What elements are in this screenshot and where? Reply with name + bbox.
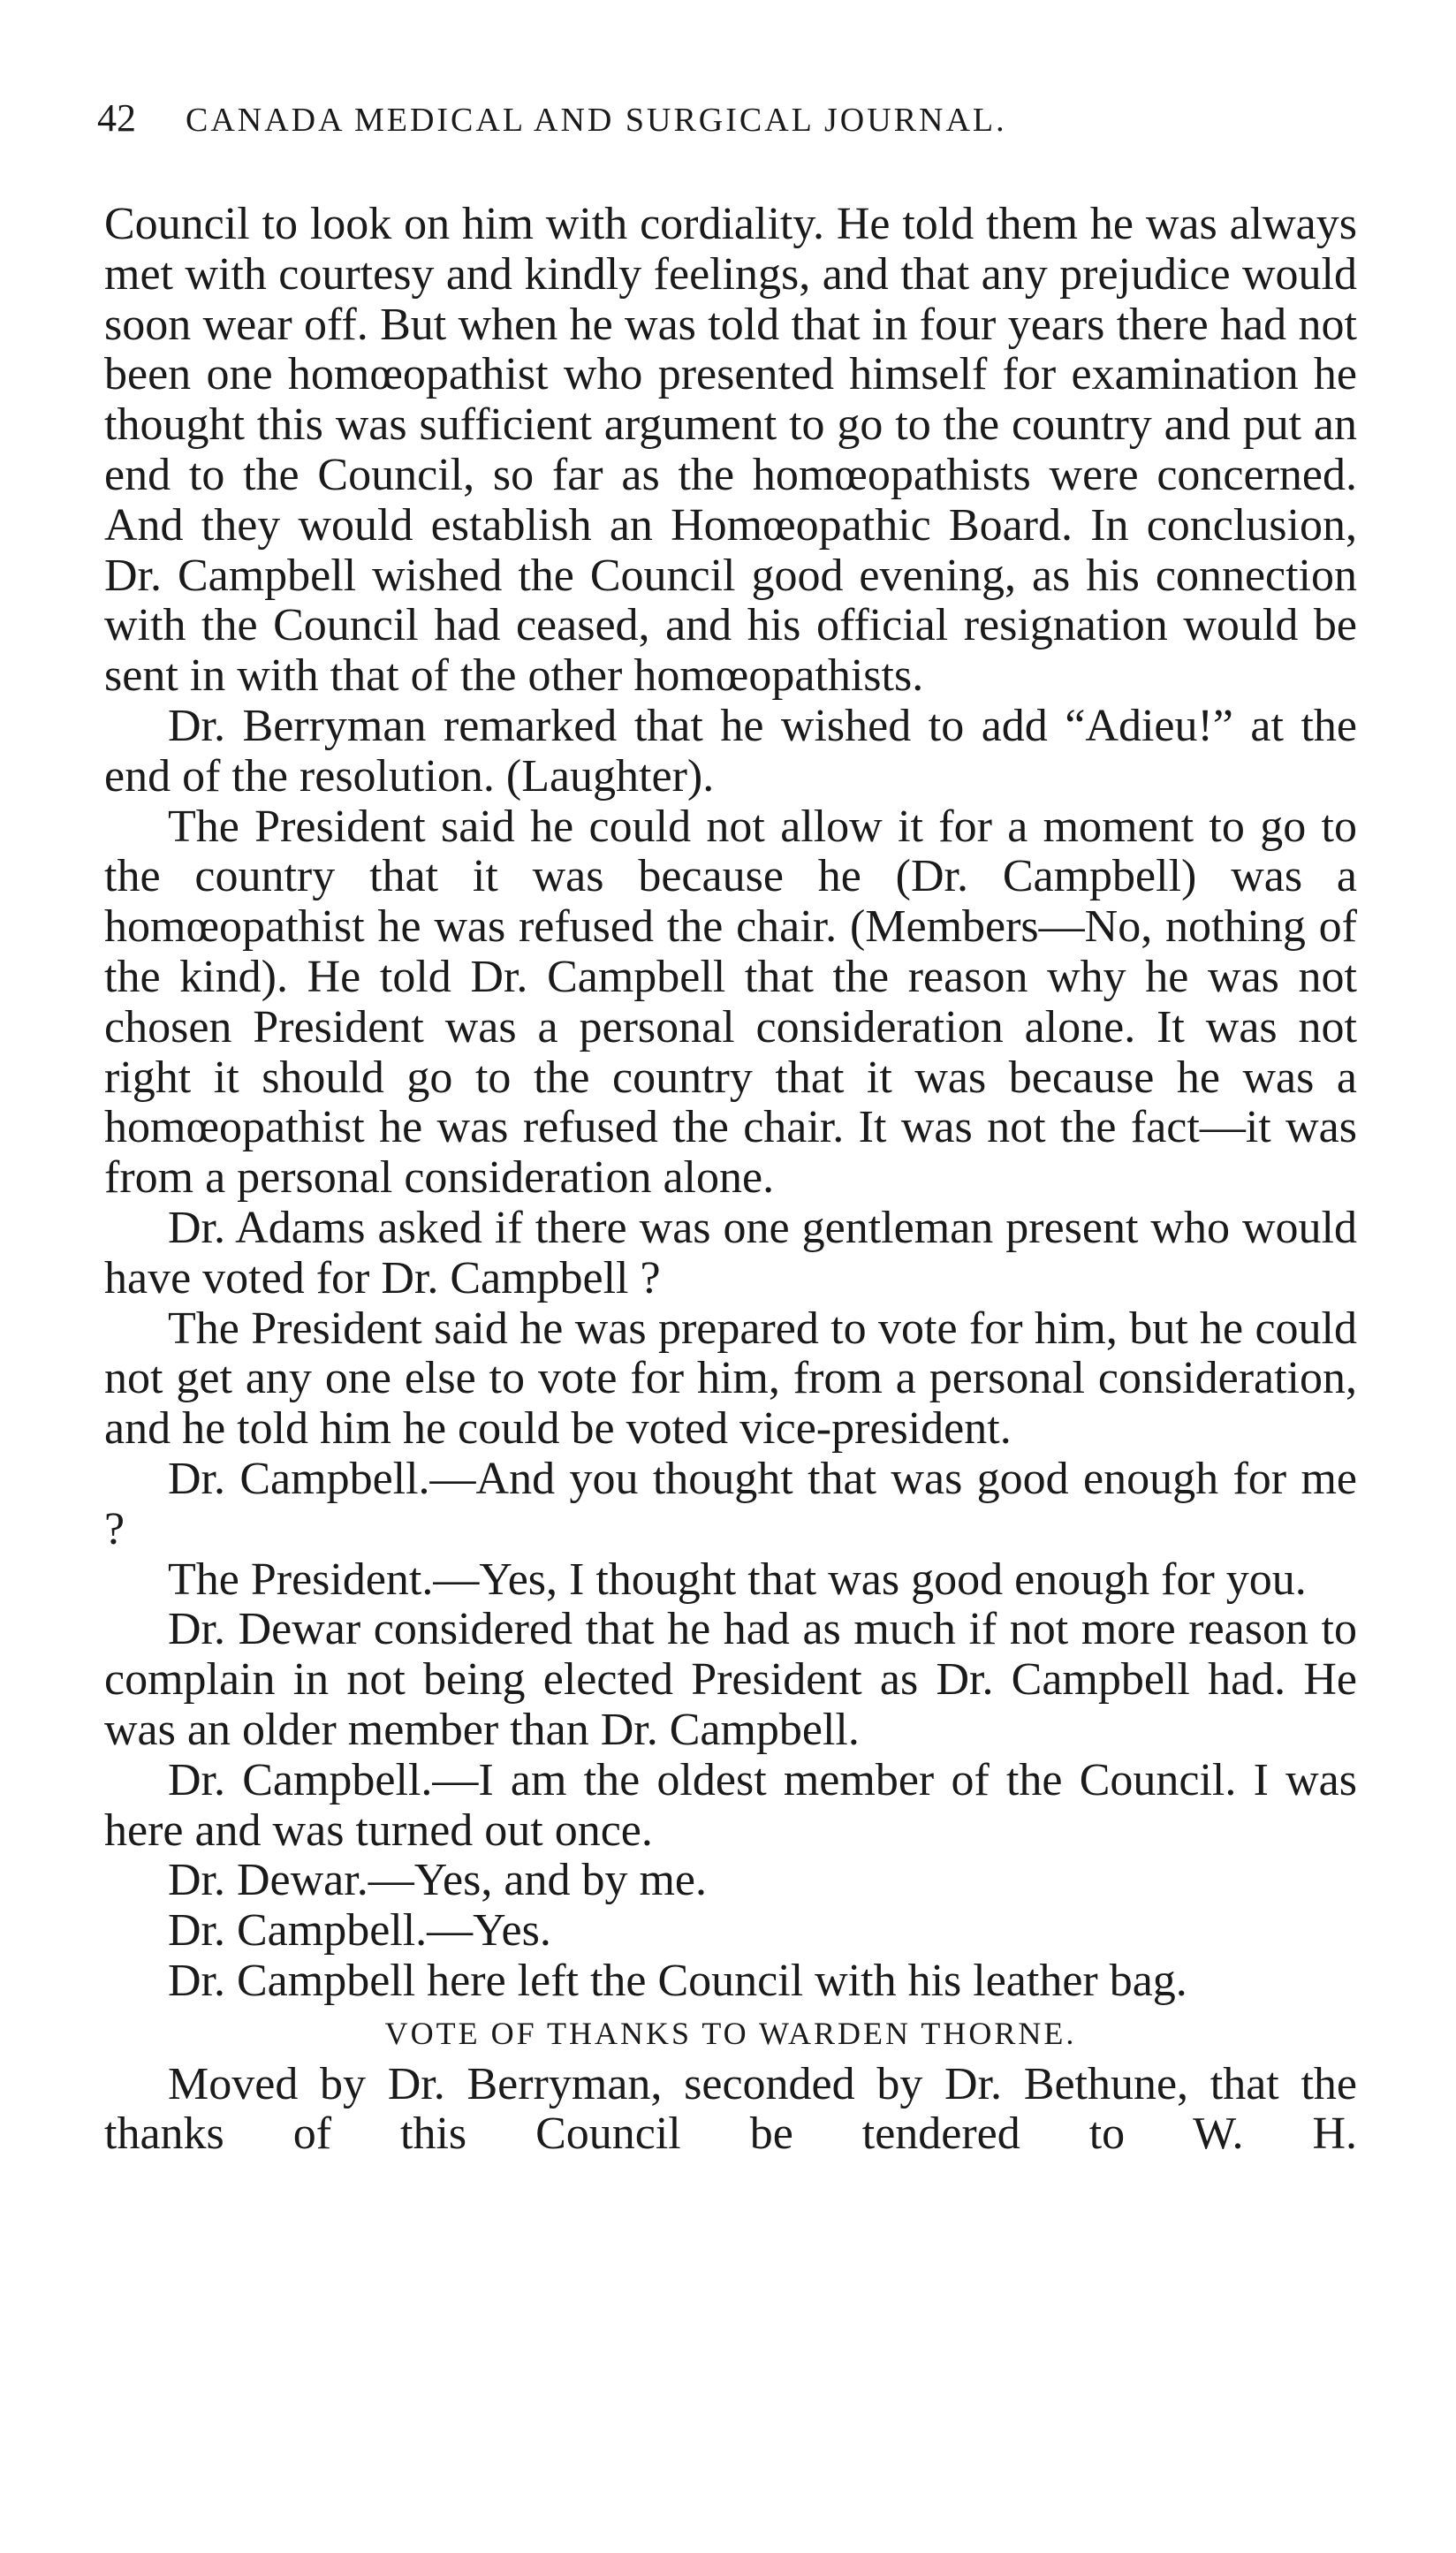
paragraph-president-yes: The President.—Yes, I thought that was good enough for you. — [168, 1554, 1307, 1605]
section-heading: VOTE OF THANKS TO WARDEN THORNE. — [384, 2015, 1077, 2051]
paragraph-president-reply: The President said he could not allow it for a moment to go to the country that it was because he (Dr. Campbell) was a homœopathist he was refused the chair. (Members—No, nothing of the kind). He told Dr. Campbell that the reason why he was not chosen President was a personal consideration alone. It was not right it should go to the country that it was because he was a homœopathist he was refused the chair. It was not the fact—it was from a personal consideration alone. — [104, 801, 1357, 1204]
paragraph-motion: Moved by Dr. Berryman, seconded by Dr. Bethune, that the thanks of this Council be tendered to W. H. — [104, 2058, 1357, 2160]
paragraph-dewar-complaint: Dr. Dewar considered that he had as much if not more reason to complain in not being elected President as Dr. Campbell had. He was an older member than Dr. Campbell. — [104, 1604, 1357, 1755]
paragraph-berryman-adieu: Dr. Berryman remarked that he wished to add “Adieu!” at the end of the resolution. (Laughter). — [104, 700, 1357, 802]
paragraph-campbell-yes: Dr. Campbell.—Yes. — [168, 1905, 551, 1957]
paragraph-campbell-speech: Council to look on him with cordiality. He told them he was always met with courtesy and kindly feelings, and that any prejudice would soon wear off. But when he was told that in four years there had not been one homœopathist who presented himself for examination he thought this was sufficient argument to go to the country and put an end to the Council, so far as the homœopathists were concerned. And they would establish an Homœopathic Board. In conclusion, Dr. Campbell wished the Council good evening, as his connection with the Council had ceased, and his official resignation would be sent in with that of the other homœopathists. — [104, 199, 1357, 702]
paragraph-campbell-good-enough: Dr. Campbell.—And you thought that was good enough for me ? — [104, 1453, 1357, 1554]
running-head — [97, 95, 1378, 141]
article-body — [104, 200, 1357, 2160]
paragraph-adams-question: Dr. Adams asked if there was one gentleman present who would have voted for Dr. Campbell ? — [104, 1202, 1357, 1303]
paragraph-campbell-left: Dr. Campbell here left the Council with his leather bag. — [168, 1955, 1187, 2006]
paragraph-president-vote: The President said he was prepared to vote for him, but he could not get any one else to vote for him, from a personal consideration, and he told him he could be voted vice-president. — [104, 1303, 1357, 1455]
page-number: 42 — [97, 96, 136, 140]
paragraph-campbell-oldest: Dr. Campbell.—I am the oldest member of the Council. I was here and was turned out once. — [104, 1754, 1357, 1856]
paragraph-dewar-by-me: Dr. Dewar.—Yes, and by me. — [168, 1855, 707, 1906]
journal-title: CANADA MEDICAL AND SURGICAL JOURNAL. — [186, 102, 1007, 139]
